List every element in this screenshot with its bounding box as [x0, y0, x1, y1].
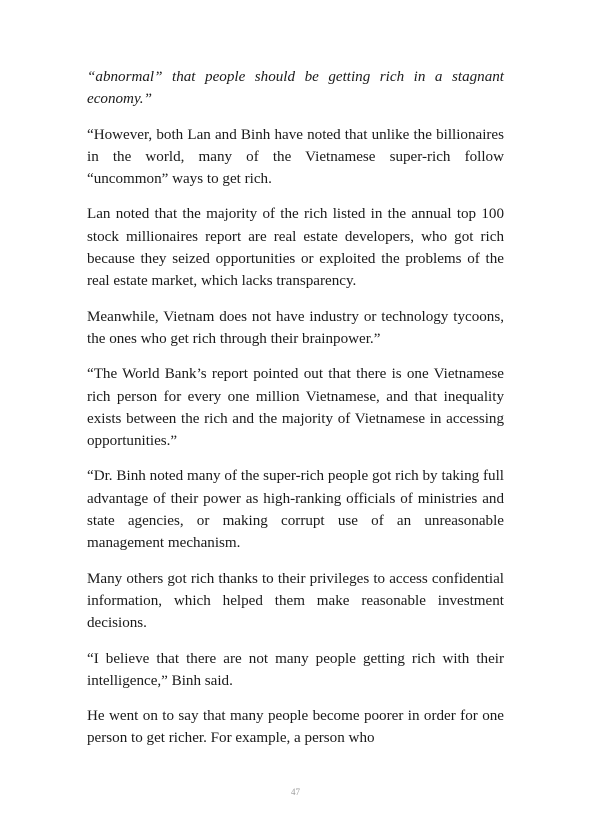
paragraph-8: “I believe that there are not many people getting rich with their intelligence,” Binh said. [87, 650, 504, 689]
paragraph-3: Lan noted that the majority of the rich listed in the annual top 100 stock millionaires report are real estate developers, who got rich because they seized opportunities or exploited the problems of the real estate market, which lacks transparency. [87, 206, 504, 290]
paragraph-5: “The World Bank’s report pointed out that there is one Vietnamese rich person for every one million Vietnamese, and that inequality exists between the rich and the majority of Vietnamese in accessing opportunities.” [87, 366, 504, 450]
paragraph-2: “However, both Lan and Binh have noted that unlike the billionaires in the world, many of the Vietnamese super-rich follow “uncommon” ways to get rich. [87, 126, 504, 188]
paragraph-1: “abnormal” that people should be getting rich in a stagnant economy.” [87, 69, 504, 108]
paragraph-9: He went on to say that many people become poorer in order for one person to get richer. For example, a person who [87, 708, 504, 747]
page-number: 47 [291, 787, 300, 797]
document-page [87, 66, 504, 763]
paragraph-4: Meanwhile, Vietnam does not have industry or technology tycoons, the ones who get rich through their brainpower.” [87, 308, 504, 347]
paragraph-6: “Dr. Binh noted many of the super-rich people got rich by taking full advantage of their power as high-ranking officials of ministries and state agencies, or making corrupt use of an unreasonable management mechanism. [87, 468, 504, 552]
paragraph-7: Many others got rich thanks to their privileges to access confidential information, which helped them make reasonable investment decisions. [87, 570, 504, 632]
